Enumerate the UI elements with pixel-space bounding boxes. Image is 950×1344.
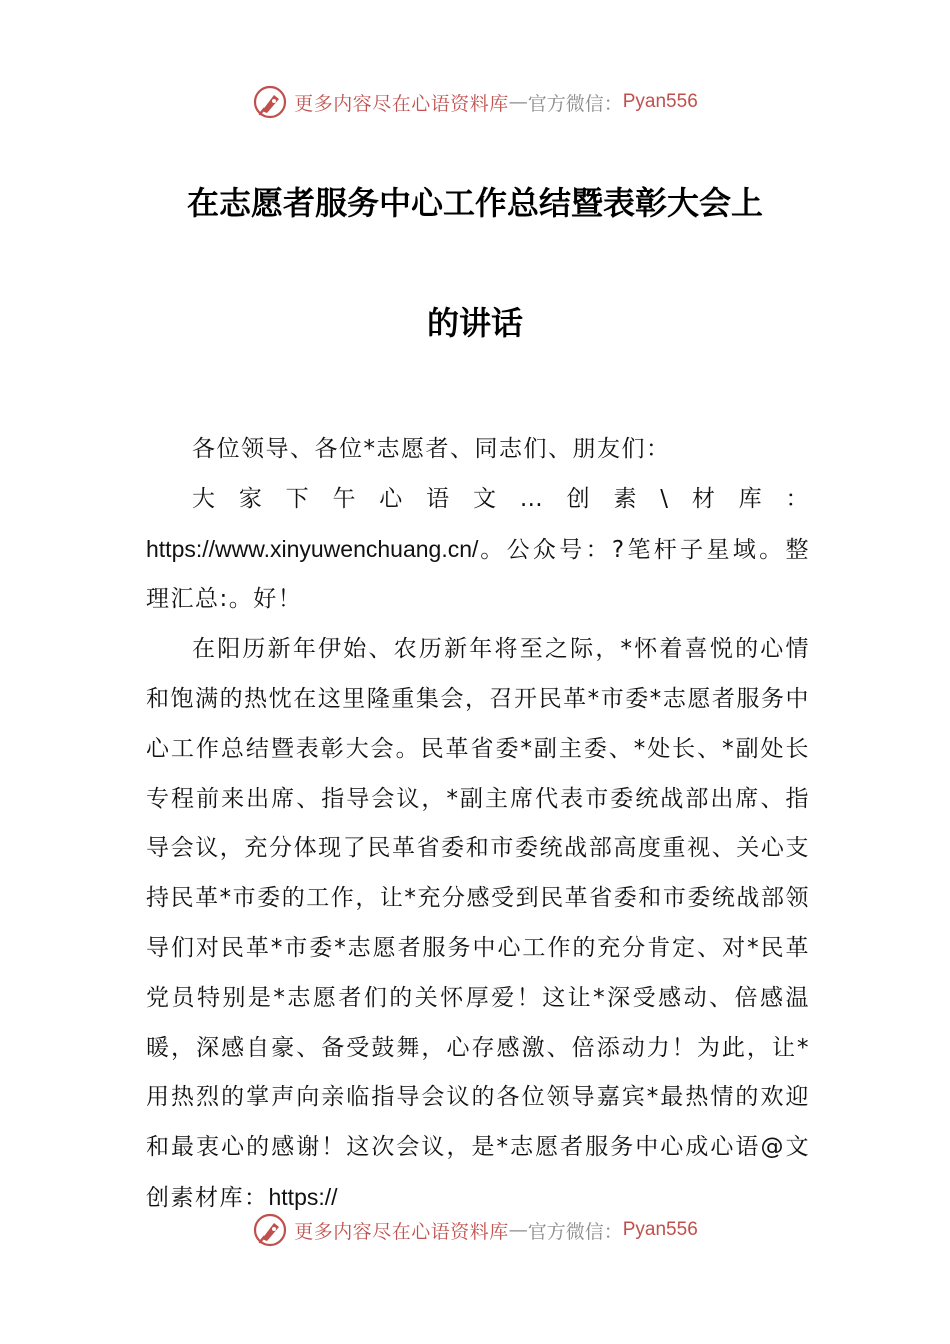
document-title-line-1: 在志愿者服务中心工作总结暨表彰大会上 [186,184,763,222]
paragraph-opening [146,475,810,625]
document-title-line-2: 的讲话 [426,304,523,342]
footer-dash: — [508,1219,528,1241]
trailing-link[interactable]: https:// [268,1183,338,1210]
footer-wechat-label: 官方微信： [527,1220,623,1243]
banner-wechat-id: Pyan556 [622,91,698,112]
paragraph-main [146,625,810,1224]
footer-slogan: 更多内容尽在心语资料库 [294,1220,509,1243]
pen-nib-logo-icon [252,1212,288,1248]
opening-text-b: 。公众号：?笔杆子星域。整理汇总:。好！ [146,536,810,613]
banner-dash: — [508,91,528,113]
website-link[interactable]: https://www.xinyuwenchuang.cn/ [146,535,479,562]
header-banner [0,82,950,122]
paragraph-greeting: 各位领导、各位*志愿者、同志们、朋友们： [192,436,671,462]
document-body [146,425,810,1224]
opening-text-a: 大家下午心语文…创素\材库： [192,485,810,512]
footer-wechat-id: Pyan556 [622,1219,698,1240]
pen-nib-logo-icon [252,84,288,120]
banner-slogan: 更多内容尽在心语资料库 [294,92,509,115]
footer-banner [0,1210,950,1250]
banner-wechat-label: 官方微信： [527,92,623,115]
main-text: 在阳历新年伊始、农历新年将至之际，*怀着喜悦的心情和饱满的热忱在这里隆重集会，召开民革*市委*志愿者服务中心工作总结暨表彰大会。民革省委*副主委、*处长、*副处长专程前来出席、指导会议，*副主席代表市委统战部出席、指导会议，充分体现了民革省委和市委统战部高度重视、关心支持民革*市委的工作，让*充分感受到民革省委和市委统战部领导们对民革*市委*志愿者服务中心工作的充分肯定、对*民革党员特别是*志愿者们的关怀厚爱！这让*深受感动、倍感温暖，深感自豪、备受鼓舞，心存感激、倍添动力！为此，让*用热烈的掌声向亲临指导会议的各位领导嘉宾*最热情的欢迎和最衷心的感谢！这次会议，是*志愿者服务中心成心语@文创素材库： [146,636,810,1211]
